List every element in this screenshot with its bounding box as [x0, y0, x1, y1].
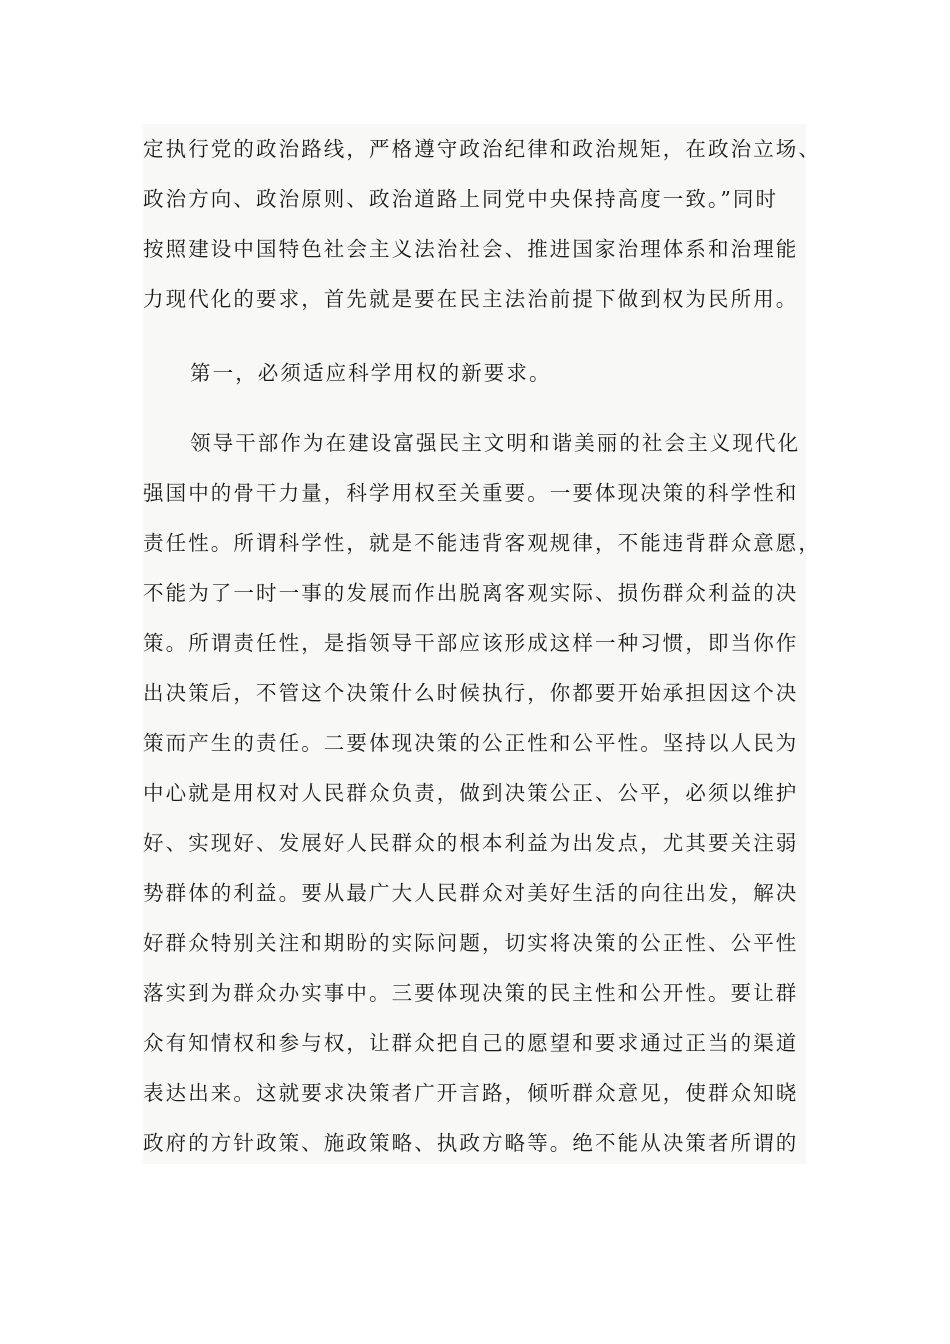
text-line: 强国中的骨干力量，科学用权至关重要。一要体现决策的科学性和: [143, 481, 799, 505]
text-line: 责任性。所谓科学性，就是不能违背客观规律，不能违背群众意愿，: [143, 531, 821, 555]
text-line: 落实到为群众办实事中。三要体现决策的民主性和公开性。要让群: [143, 981, 799, 1005]
text-line: 按照建设中国特色社会主义法治社会、推进国家治理体系和治理能: [143, 237, 799, 261]
text-line: 势群体的利益。要从最广大人民群众对美好生活的向往出发，解决: [143, 881, 799, 905]
text-line: 领导干部作为在建设富强民主文明和谐美丽的社会主义现代化: [190, 431, 801, 455]
text-line: 力现代化的要求，首先就是要在民主法治前提下做到权为民所用。: [143, 287, 799, 311]
text-line: 好群众特别关注和期盼的实际问题，切实将决策的公正性、公平性: [143, 931, 799, 955]
text-line: 表达出来。这就要求决策者广开言路，倾听群众意见，使群众知晓: [143, 1081, 799, 1105]
text-line: 定执行党的政治路线，严格遵守政治纪律和政治规矩，在政治立场、: [143, 137, 821, 161]
text-line: 不能为了一时一事的发展而作出脱离客观实际、损伤群众利益的决: [143, 581, 799, 605]
text-line: 政治方向、政治原则、政治道路上同党中央保持高度一致。”同时: [143, 187, 779, 211]
section-heading: 第一，必须适应科学用权的新要求。: [190, 361, 552, 385]
text-line: 政府的方针政策、施政策略、执政方略等。绝不能从决策者所谓的: [143, 1131, 799, 1155]
document-text-area: [143, 124, 821, 1164]
text-line: 好、实现好、发展好人民群众的根本利益为出发点，尤其要关注弱: [143, 831, 799, 855]
text-line: 策而产生的责任。二要体现决策的公正性和公平性。坚持以人民为: [143, 731, 799, 755]
text-line: 众有知情权和参与权，让群众把自己的愿望和要求通过正当的渠道: [143, 1031, 799, 1055]
text-line: 出决策后，不管这个决策什么时候执行，你都要开始承担因这个决: [143, 681, 799, 705]
text-line: 策。所谓责任性，是指领导干部应该形成这样一种习惯，即当你作: [143, 631, 799, 655]
text-line: 中心就是用权对人民群众负责，做到决策公正、公平，必须以维护: [143, 781, 799, 805]
